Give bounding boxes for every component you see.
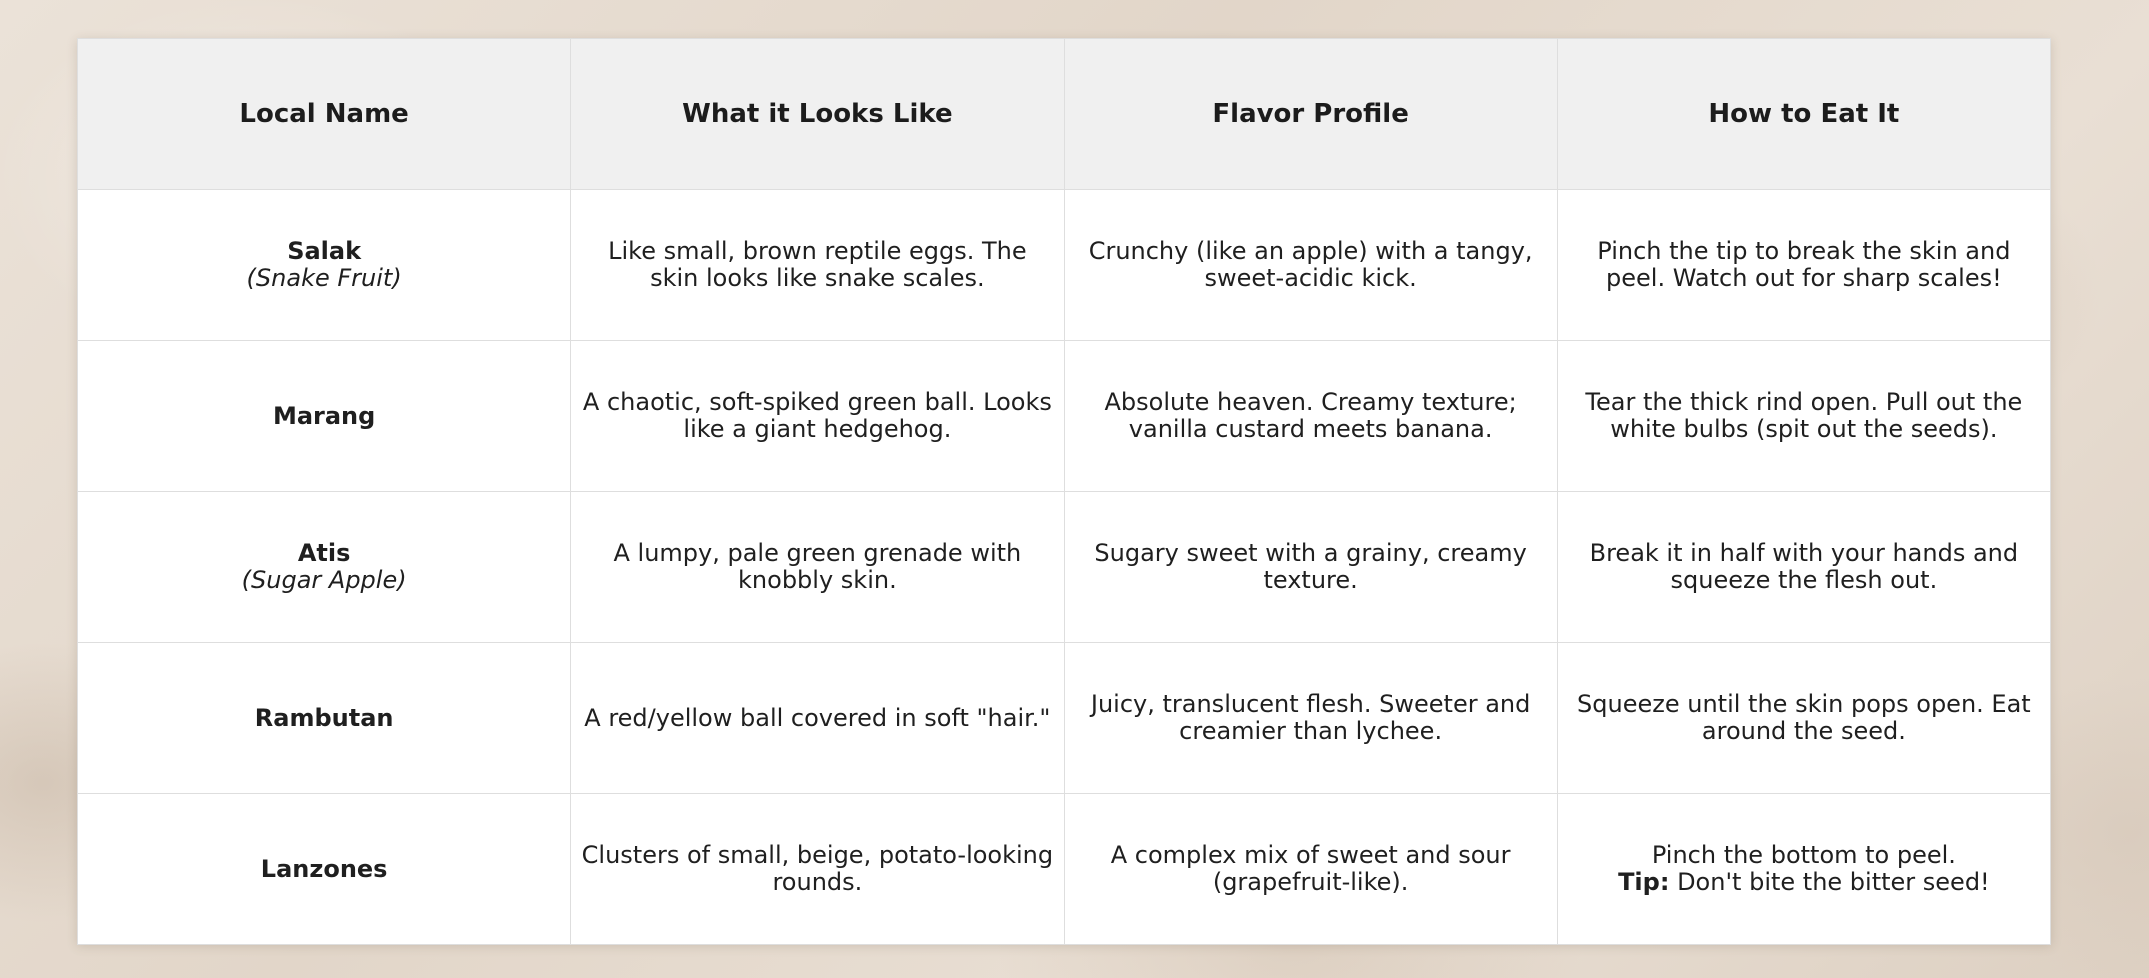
tip-label: Tip:	[1618, 868, 1670, 896]
cell-looks: A chaotic, soft-spiked green ball. Looks like a giant hedgehog.	[571, 341, 1064, 492]
tip-text: Don't bite the bitter seed!	[1669, 868, 1990, 896]
cell-flavor: Absolute heaven. Creamy texture; vanilla custard meets banana.	[1064, 341, 1557, 492]
table-row	[78, 341, 2051, 492]
how-to-eat-text: Pinch the bottom to peel.	[1651, 841, 1956, 869]
header-what-it-looks-like: What it Looks Like	[571, 39, 1064, 190]
fruit-alt-name: (Sugar Apple)	[241, 566, 407, 594]
fruit-name: Salak	[287, 237, 362, 265]
fruit-name: Atis	[297, 539, 351, 567]
cell-local-name	[78, 341, 571, 492]
fruit-name: Lanzones	[260, 854, 388, 883]
cell-how-to-eat	[1557, 794, 2050, 945]
table-row	[78, 492, 2051, 643]
cell-how-to-eat: Break it in half with your hands and squeeze the flesh out.	[1557, 492, 2050, 643]
cell-how-to-eat: Tear the thick rind open. Pull out the white bulbs (spit out the seeds).	[1557, 341, 2050, 492]
cell-how-to-eat: Squeeze until the skin pops open. Eat around the seed.	[1557, 643, 2050, 794]
cell-how-to-eat: Pinch the tip to break the skin and peel. Watch out for sharp scales!	[1557, 190, 2050, 341]
cell-flavor: Juicy, translucent flesh. Sweeter and creamier than lychee.	[1064, 643, 1557, 794]
fruit-name: Marang	[272, 401, 376, 430]
cell-looks: Like small, brown reptile eggs. The skin looks like snake scales.	[571, 190, 1064, 341]
fruit-name: Rambutan	[254, 703, 394, 732]
cell-local-name	[78, 643, 571, 794]
cell-flavor: A complex mix of sweet and sour (grapefruit-like).	[1064, 794, 1557, 945]
cell-flavor: Crunchy (like an apple) with a tangy, sweet-acidic kick.	[1064, 190, 1557, 341]
cell-looks: A red/yellow ball covered in soft "hair."	[571, 643, 1064, 794]
fruit-guide-table	[77, 38, 2051, 945]
fruit-guide-table-card	[77, 38, 2051, 944]
cell-local-name	[78, 794, 571, 945]
table-row	[78, 643, 2051, 794]
header-how-to-eat-it: How to Eat It	[1557, 39, 2050, 190]
cell-looks: Clusters of small, beige, potato-looking rounds.	[571, 794, 1064, 945]
table-header-row	[78, 39, 2051, 190]
table-row	[78, 794, 2051, 945]
cell-flavor: Sugary sweet with a grainy, creamy texture.	[1064, 492, 1557, 643]
table-row	[78, 190, 2051, 341]
cell-local-name	[78, 492, 571, 643]
header-flavor-profile: Flavor Profile	[1064, 39, 1557, 190]
cell-looks: A lumpy, pale green grenade with knobbly skin.	[571, 492, 1064, 643]
fruit-alt-name: (Snake Fruit)	[246, 264, 402, 292]
header-local-name: Local Name	[78, 39, 571, 190]
cell-local-name	[78, 190, 571, 341]
